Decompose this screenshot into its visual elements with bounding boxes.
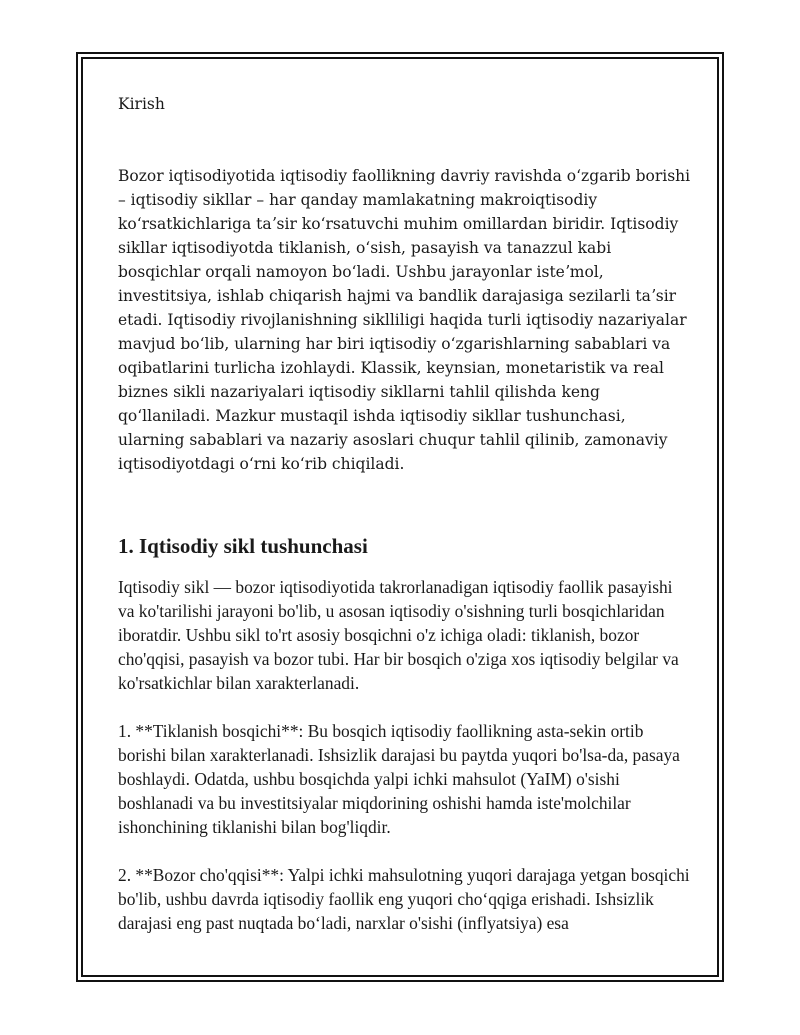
paragraph-definition: Iqtisodiy sikl — bozor iqtisodiyotida takrorlanadigan iqtisodiy faollik pasayishi va ko'tarilishi jarayoni bo'lib, u asosan iqtisodiy o'sishning turli bosqichlaridan iboratdir. Ushbu sikl to'rt asosiy bosqichni o'z ichiga oladi: tiklanish, bozor cho'qqisi, pasayish va bozor tubi. Har bir bosqich o'ziga xos iqtisodiy belgilar va ko'rsatkichlar bilan xarakterlanadi. xyxy=(118,577,679,693)
paragraph-peak-stage: 2. **Bozor cho'qqisi**: Yalpi ichki mahsulotning yuqori darajaga yetgan bosqichi bo'lib, ushbu davrda iqtisodiy faollik eng yuqori choʻqqiga erishadi. Ishsizlik darajasi eng past nuqtada boʻladi, narxlar o'sishi (inflyatsiya) esa xyxy=(118,865,690,933)
intro-paragraph: Bozor iqtisodiyotida iqtisodiy faollikning davriy ravishda oʻzgarib borishi – iqtisodiy sikllar – har qanday mamlakatning makroiqtisodiy koʻrsatkichlariga taʼsir koʻrsatuvchi muhim omillardan biridir. Iqtisodiy sikllar iqtisodiyotda tiklanish, oʻsish, pasayish va tanazzul kabi bosqichlar orqali namoyon boʻladi. Ushbu jarayonlar isteʼmol, investitsiya, ishlab chiqarish hajmi va bandlik darajasiga sezilarli taʼsir etadi. Iqtisodiy rivojlanishning siklliligi haqida turli iqtisodiy nazariyalar mavjud boʻlib, ularning har biri iqtisodiy oʻzgarishlarning sabablari va oqibatlarini turlicha izohlaydi. Klassik, keynsian, monetaristik va real biznes sikli nazariyalari iqtisodiy sikllarni tahlil qilishda keng qoʻllaniladi. Mazkur mustaqil ishda iqtisodiy sikllar tushunchasi, ularning sabablari va nazariy asoslari chuqur tahlil qilinib, zamonaviy iqtisodiyotdagi oʻrni koʻrib chiqiladi. xyxy=(118,167,691,473)
document-body xyxy=(118,92,693,935)
section-heading: 1. Iqtisodiy sikl tushunchasi xyxy=(118,534,368,558)
intro-title: Kirish xyxy=(118,95,165,113)
paragraph-recovery-stage: 1. **Tiklanish bosqichi**: Bu bosqich iqtisodiy faollikning asta-sekin ortib borishi bilan xarakterlanadi. Ishsizlik darajasi bu paytda yuqori bo'lsa-da, pasaya boshlaydi. Odatda, ushbu bosqichda yalpi ichki mahsulot (YaIM) o'sishi boshlanadi va bu investitsiyalar miqdorining oshishi hamda iste'molchilar ishonchining tiklanishi bilan bog'liqdir. xyxy=(118,721,680,837)
